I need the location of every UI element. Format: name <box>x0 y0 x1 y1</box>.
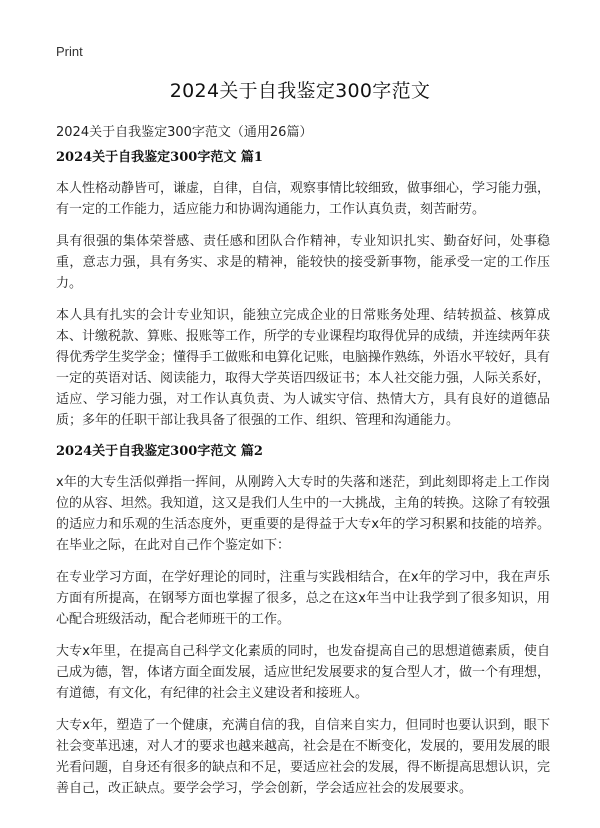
section-heading: 2024关于自我鉴定300字范文 篇2 <box>56 444 263 459</box>
section-heading: 2024关于自我鉴定300字范文 篇1 <box>56 150 263 165</box>
paragraph: 大专x年，塑造了一个健康，充满自信的我，自信来自实力，但同时也要认识到，眼下社会变革迅速，对人才的要求也越来越高，社会是在不断变化，发展的，要用发展的眼光看问题，自身还有很多的缺点和不足，要适应社会的发展，得不断提高思想认识，完善自己，改正缺点。要学会学习，学会创新，学会适应社会的发展要求。 <box>56 718 551 796</box>
paragraph: x年的大专生活似弹指一挥间，从刚跨入大专时的失落和迷茫，到此刻即将走上工作岗位的从容、坦然。我知道，这又是我们人生中的一大挑战，主角的转换。这除了有较强的适应力和乐观的生活态度外，更重要的是得益于大专x年的学习积累和技能的培养。在毕业之际，在此对自己作个鉴定如下： <box>56 475 551 553</box>
page-title: 2024关于自我鉴定300字范文 <box>169 80 431 102</box>
paragraph: 本人具有扎实的会计专业知识，能独立完成企业的日常账务处理、结转损益、核算成本、计缴税款、算账、报账等工作，所学的专业课程均取得优异的成绩，并连续两年获得优秀学生奖学金；懂得手工做账和电算化记账，电脑操作熟练，外语水平较好，具有一定的英语对话、阅读能力，取得大学英语四级证书；本人社交能力强，人际关系好，适应、学习能力强，对工作认真负责、为人诚实守信、热情大方，具有良好的道德品质；多年的任职干部让我具备了很强的工作、组织、管理和沟通能力。 <box>56 308 551 428</box>
section-1 <box>56 148 550 431</box>
paragraph: 本人性格动静皆可，谦虚，自律，自信，观察事情比较细致，做事细心，学习能力强，有一定的工作能力，适应能力和协调沟通能力，工作认真负责，刻苦耐劳。 <box>56 181 551 217</box>
paragraph: 大专x年里，在提高自己科学文化素质的同时，也发奋提高自己的思想道德素质，使自己成为德，智，体诸方面全面发展，适应世纪发展要求的复合型人才，做一个有理想，有道德，有文化，有纪律的社会主义建设者和接班人。 <box>56 644 551 701</box>
paragraph: 在专业学习方面，在学好理论的同时，注重与实践相结合，在x年的学习中，我在声乐方面有所提高，在钢琴方面也掌握了很多，总之在这x年当中让我学到了很多知识，用心配合班级活动，配合老师班干的工作。 <box>56 570 550 627</box>
section-2 <box>56 442 550 799</box>
paragraph: 具有很强的集体荣誉感、责任感和团队合作精神，专业知识扎实、勤奋好问，处事稳重，意志力强，具有务实、求是的精神，能较快的接受新事物，能承受一定的工作压力。 <box>56 234 550 291</box>
print-label[interactable]: Print <box>56 44 83 59</box>
document-subtitle: 2024关于自我鉴定300字范文（通用26篇） <box>56 125 313 140</box>
document-content <box>56 148 550 810</box>
